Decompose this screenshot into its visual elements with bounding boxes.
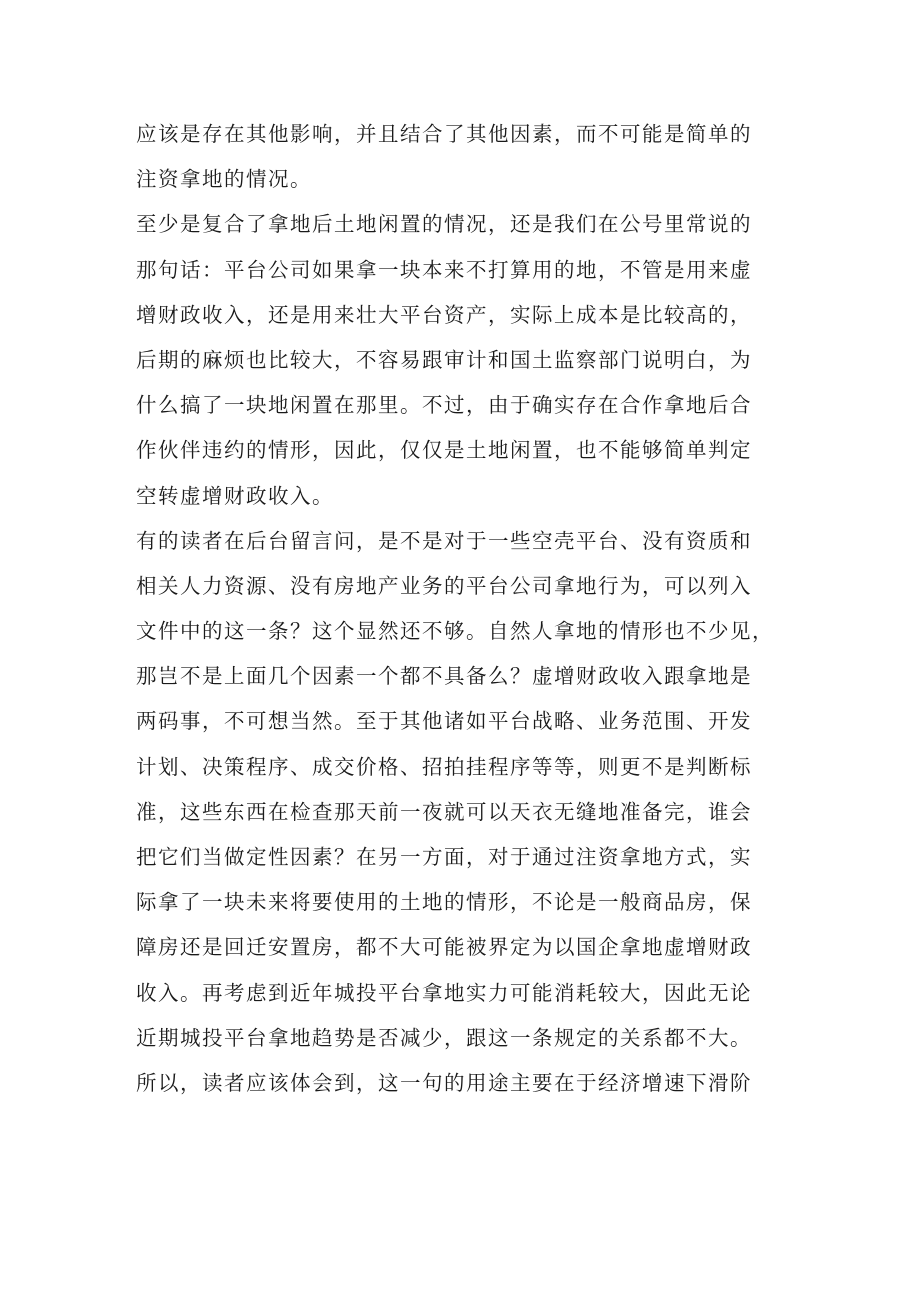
text-line: 准，这些东西在检查那天前一夜就可以天衣无缝地准备完，谁会: [136, 799, 752, 824]
document-body: [136, 112, 796, 1106]
text-line: 际拿了一块未来将要使用的土地的情形，不论是一般商品房，保: [136, 890, 752, 915]
text-line: 障房还是回迁安置房，都不大可能被界定为以国企拿地虚增财政: [136, 935, 752, 960]
text-line: 作伙伴违约的情形，因此，仅仅是土地闲置，也不能够简单判定: [136, 438, 752, 463]
text-line: 所以，读者应该体会到，这一句的用途主要在于经济增速下滑阶: [136, 1070, 752, 1095]
text-line: 两码事，不可想当然。至于其他诸如平台战略、业务范围、开发: [136, 709, 752, 734]
text-line: 有的读者在后台留言问，是不是对于一些空壳平台、没有资质和: [136, 528, 752, 553]
text-line: 文件中的这一条？这个显然还不够。自然人拿地的情形也不少见，: [136, 619, 774, 644]
text-line: 应该是存在其他影响，并且结合了其他因素，而不可能是简单的: [136, 122, 752, 146]
text-line: 相关人力资源、没有房地产业务的平台公司拿地行为，可以列入: [136, 573, 752, 598]
text-line: 那岂不是上面几个因素一个都不具备么？虚增财政收入跟拿地是: [136, 664, 752, 689]
text-line: 空转虚增财政收入。: [136, 483, 334, 508]
text-line: 近期城投平台拿地趋势是否减少，跟这一条规定的关系都不大。: [136, 1025, 752, 1050]
text-line: 注资拿地的情况。: [136, 167, 312, 192]
text-line: 收入。再考虑到近年城投平台拿地实力可能消耗较大，因此无论: [136, 980, 752, 1005]
text-line: 计划、决策程序、成交价格、招拍挂程序等等，则更不是判断标: [136, 754, 752, 779]
text-line: 那句话：平台公司如果拿一块本来不打算用的地，不管是用来虚: [136, 257, 752, 282]
text-line: 把它们当做定性因素？在另一方面，对于通过注资拿地方式，实: [136, 845, 752, 869]
text-line: 至少是复合了拿地后土地闲置的情况，还是我们在公号里常说的: [136, 212, 752, 237]
text-line: 什么搞了一块地闲置在那里。不过，由于确实存在合作拿地后合: [136, 393, 752, 418]
text-line: 后期的麻烦也比较大，不容易跟审计和国土监察部门说明白，为: [136, 347, 752, 372]
text-line: 增财政收入，还是用来壮大平台资产，实际上成本是比较高的，: [136, 302, 752, 327]
